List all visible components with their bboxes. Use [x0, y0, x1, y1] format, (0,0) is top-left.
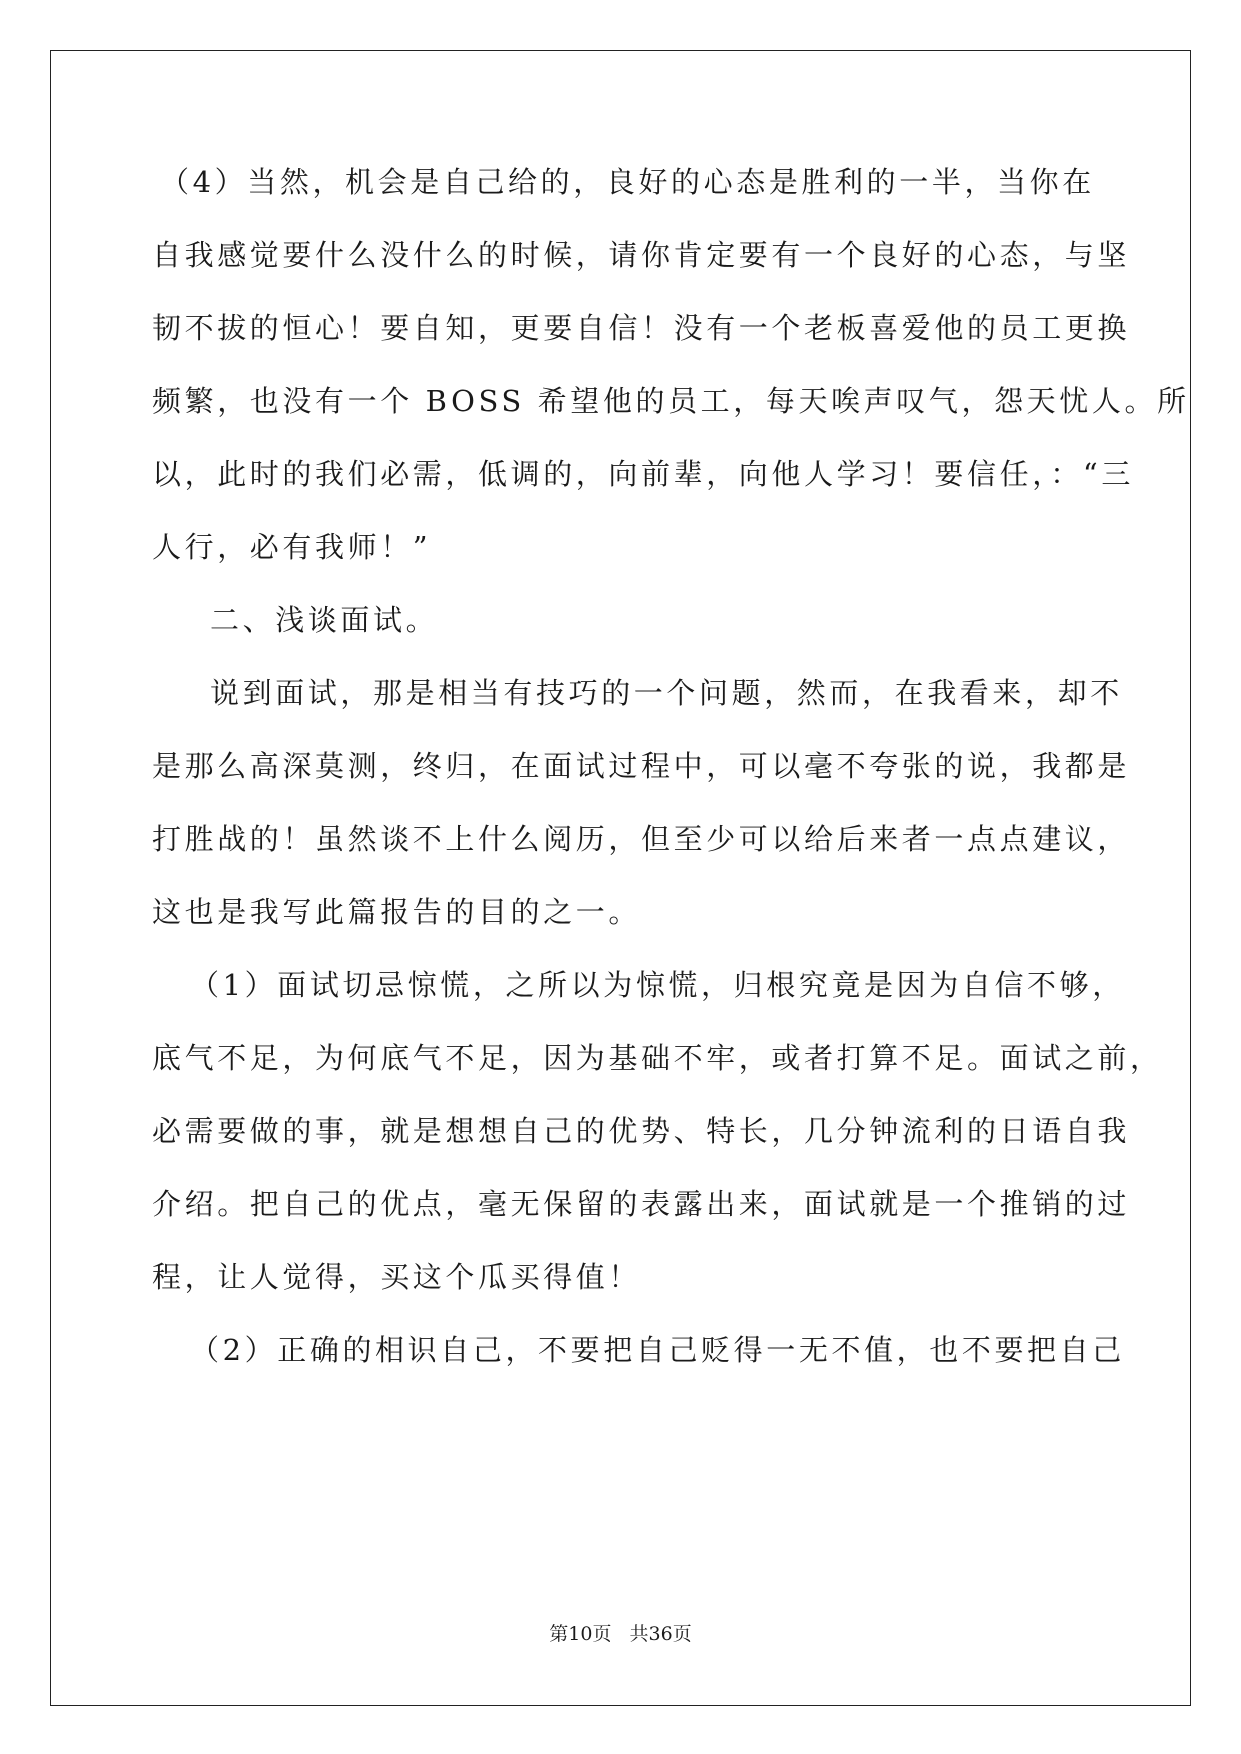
page-total: 共36页: [629, 1623, 692, 1645]
paragraph-line: 打胜战的！虽然谈不上什么阅历，但至少可以给后来者一点点建议，: [152, 822, 1131, 856]
paragraph-line: 必需要做的事，就是想想自己的优势、特长，几分钟流利的日语自我: [152, 1114, 1131, 1148]
paragraph-line: 韧不拔的恒心！要自知，更要自信！没有一个老板喜爱他的员工更换: [152, 311, 1131, 345]
paragraph-line: （1）面试切忌惊慌，之所以为惊慌，归根究竟是因为自信不够，: [190, 968, 1125, 1002]
paragraph-line: 自我感觉要什么没什么的时候，请你肯定要有一个良好的心态，与坚: [152, 238, 1131, 272]
paragraph-line: 说到面试，那是相当有技巧的一个问题，然而，在我看来，却不: [210, 676, 1123, 710]
paragraph-line: （2）正确的相识自己，不要把自己贬得一无不值，也不要把自己: [190, 1333, 1125, 1367]
paragraph-line: 底气不足，为何底气不足，因为基础不牢，或者打算不足。面试之前，: [152, 1041, 1163, 1075]
paragraph-line: 人行，必有我师！”: [152, 530, 432, 564]
paragraph-line: 是那么高深莫测，终归，在面试过程中，可以毫不夸张的说，我都是: [152, 749, 1131, 783]
paragraph-line: 以，此时的我们必需，低调的，向前辈，向他人学习！要信任，：“三: [152, 457, 1134, 491]
paragraph-line: （4）当然，机会是自己给的，良好的心态是胜利的一半，当你在: [160, 165, 1095, 199]
paragraph-line: 这也是我写此篇报告的目的之一。: [152, 895, 642, 929]
page-footer: [0, 1622, 1241, 1646]
paragraph-line: 介绍。把自己的优点，毫无保留的表露出来，面试就是一个推销的过: [152, 1187, 1131, 1221]
paragraph-line: 频繁，也没有一个 BOSS 希望他的员工，每天唉声叹气，怨天忧人。所: [152, 384, 1190, 418]
paragraph-line: 程，让人觉得，买这个瓜买得值！: [152, 1260, 642, 1294]
page-number: 第10页: [549, 1623, 612, 1645]
section-heading: 二、浅谈面试。: [210, 603, 439, 637]
page-border: [50, 50, 1191, 1706]
